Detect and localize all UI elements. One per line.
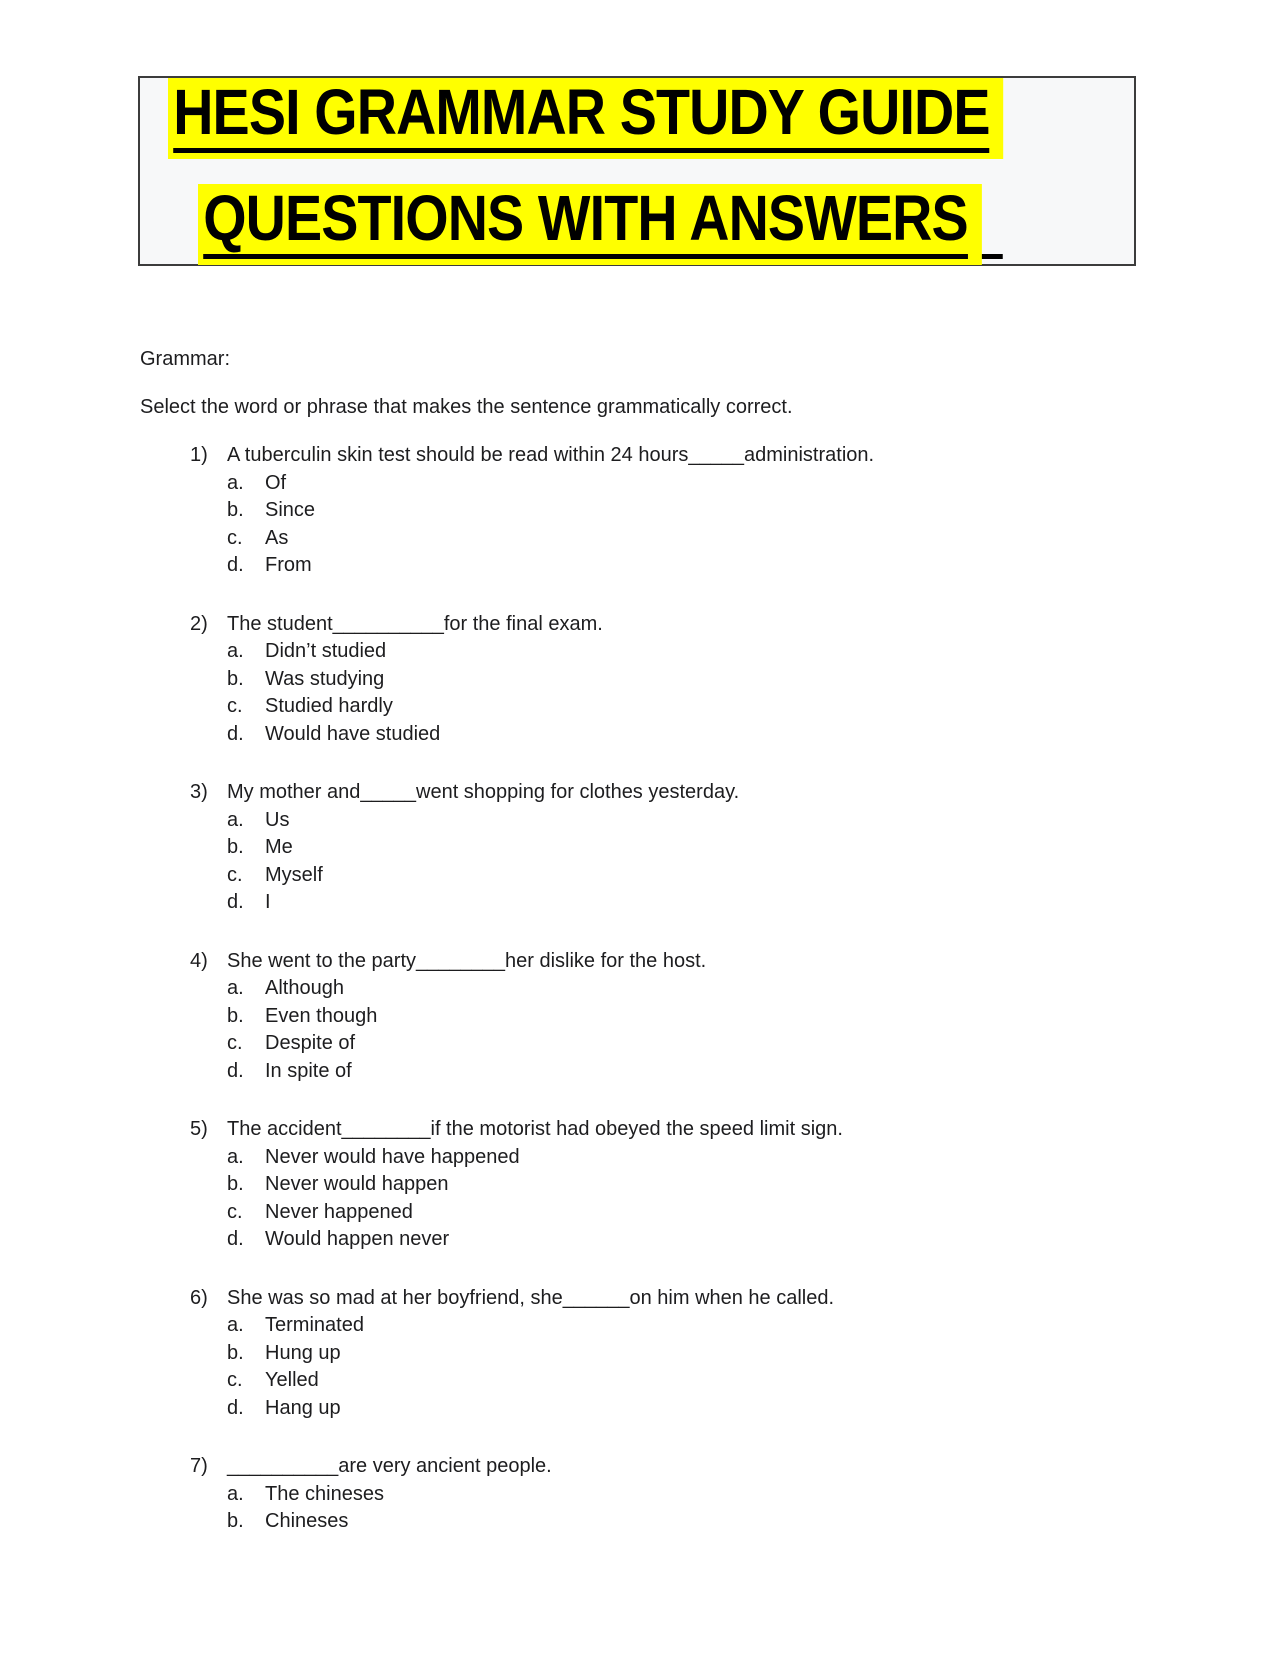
option-row (140, 1171, 1210, 1199)
option-row (140, 638, 1210, 666)
option-letter: c. (227, 526, 243, 549)
option-row (140, 1395, 1210, 1423)
question-line (140, 1285, 1210, 1313)
option-letter: c. (227, 1032, 243, 1054)
option-text: As (265, 526, 289, 549)
option-row (140, 807, 1210, 835)
option-text: I (265, 891, 271, 913)
question-text: She went to the party________her dislike for the host. (227, 949, 707, 972)
option-text: Despite of (265, 1032, 356, 1054)
title-highlight-1 (168, 78, 1004, 159)
question-5 (140, 1116, 1210, 1254)
question-line (140, 611, 1210, 639)
question-line (140, 1116, 1210, 1144)
question-line (140, 948, 1210, 976)
title-line-2 (198, 184, 1099, 265)
option-letter: a. (227, 1314, 244, 1336)
option-row (140, 1058, 1210, 1086)
option-text: Never would happen (265, 1173, 449, 1195)
question-4 (140, 948, 1210, 1086)
document-body (140, 346, 1210, 1567)
question-number: 3) (190, 781, 208, 803)
option-letter: c. (227, 1369, 243, 1391)
question-text: My mother and_____went shopping for clothes yesterday. (227, 781, 740, 803)
option-letter: b. (227, 836, 244, 858)
option-row (140, 470, 1210, 498)
question-number: 6) (190, 1286, 208, 1309)
title-highlight-2 (198, 184, 982, 265)
question-number: 2) (190, 612, 208, 635)
option-text: Since (265, 499, 316, 521)
title-text-2: QUESTIONS WITH ANSWERS (203, 186, 968, 259)
option-row (140, 721, 1210, 749)
option-text: Didn’t studied (265, 640, 387, 662)
option-row (140, 889, 1210, 917)
option-text: Even though (265, 1004, 378, 1027)
option-text: Myself (265, 863, 323, 886)
option-row (140, 1003, 1210, 1031)
option-row (140, 693, 1210, 721)
question-number: 5) (190, 1118, 208, 1140)
option-text: Hung up (265, 1341, 341, 1364)
option-letter: b. (227, 1510, 244, 1532)
question-number: 7) (190, 1455, 208, 1477)
option-letter: c. (227, 863, 243, 886)
option-letter: d. (227, 891, 244, 913)
option-letter: a. (227, 471, 244, 494)
option-text: From (265, 554, 312, 576)
option-row (140, 525, 1210, 553)
question-text: The student__________for the final exam. (227, 612, 603, 635)
option-text: Would happen never (265, 1228, 450, 1250)
title-text-1: HESI GRAMMAR STUDY GUIDE (173, 80, 989, 153)
option-row (140, 1367, 1210, 1395)
option-letter: d. (227, 1396, 244, 1419)
option-row (140, 666, 1210, 694)
option-row (140, 975, 1210, 1003)
question-text: A tuberculin skin test should be read within 24 hours_____administration. (227, 444, 875, 466)
instruction: Select the word or phrase that makes the sentence grammatically correct. (140, 396, 793, 418)
option-letter: d. (227, 1059, 244, 1082)
option-letter: b. (227, 667, 244, 690)
option-row (140, 552, 1210, 580)
option-text: Chineses (265, 1510, 349, 1532)
option-text: Never happened (265, 1200, 413, 1223)
section-label: Grammar: (140, 348, 230, 370)
option-letter: b. (227, 1173, 244, 1195)
question-number: 4) (190, 949, 208, 972)
option-text: Never would have happened (265, 1145, 520, 1168)
option-row (140, 834, 1210, 862)
option-letter: d. (227, 554, 244, 576)
option-row (140, 1199, 1210, 1227)
option-text: Me (265, 836, 293, 858)
option-text: Hang up (265, 1396, 341, 1419)
question-number: 1) (190, 444, 208, 466)
option-text: In spite of (265, 1059, 352, 1082)
option-row (140, 1030, 1210, 1058)
question-6 (140, 1285, 1210, 1423)
question-2 (140, 611, 1210, 749)
question-text: __________are very ancient people. (227, 1455, 552, 1477)
option-text: Studied hardly (265, 695, 393, 717)
option-letter: c. (227, 1200, 243, 1223)
question-1 (140, 442, 1210, 580)
option-letter: b. (227, 1341, 244, 1364)
question-line (140, 779, 1210, 807)
option-row (140, 497, 1210, 525)
option-text: The chineses (265, 1482, 384, 1505)
question-3 (140, 779, 1210, 917)
option-text: Although (265, 977, 344, 999)
title-box (138, 76, 1136, 266)
option-row (140, 1312, 1210, 1340)
question-text: The accident________if the motorist had obeyed the speed limit sign. (227, 1118, 843, 1140)
option-text: Would have studied (265, 722, 441, 745)
question-line (140, 442, 1210, 470)
option-letter: a. (227, 1145, 244, 1168)
option-row (140, 1508, 1210, 1536)
option-letter: d. (227, 1228, 244, 1250)
question-7 (140, 1453, 1210, 1536)
option-text: Was studying (265, 667, 385, 690)
option-letter: a. (227, 640, 244, 662)
title-line-1 (168, 78, 1128, 159)
option-letter: c. (227, 695, 243, 717)
question-line (140, 1453, 1210, 1481)
option-letter: a. (227, 808, 244, 831)
option-text: Of (265, 471, 287, 494)
option-letter: d. (227, 722, 244, 745)
option-row (140, 1144, 1210, 1172)
option-letter: a. (227, 977, 244, 999)
question-text: She was so mad at her boyfriend, she______on him when he called. (227, 1286, 835, 1309)
option-row (140, 1340, 1210, 1368)
option-text: Yelled (265, 1369, 319, 1391)
option-row (140, 1481, 1210, 1509)
option-row (140, 862, 1210, 890)
option-row (140, 1226, 1210, 1254)
option-text: Terminated (265, 1314, 364, 1336)
option-letter: a. (227, 1482, 244, 1505)
option-text: Us (265, 808, 290, 831)
option-letter: b. (227, 1004, 244, 1027)
option-letter: b. (227, 499, 244, 521)
